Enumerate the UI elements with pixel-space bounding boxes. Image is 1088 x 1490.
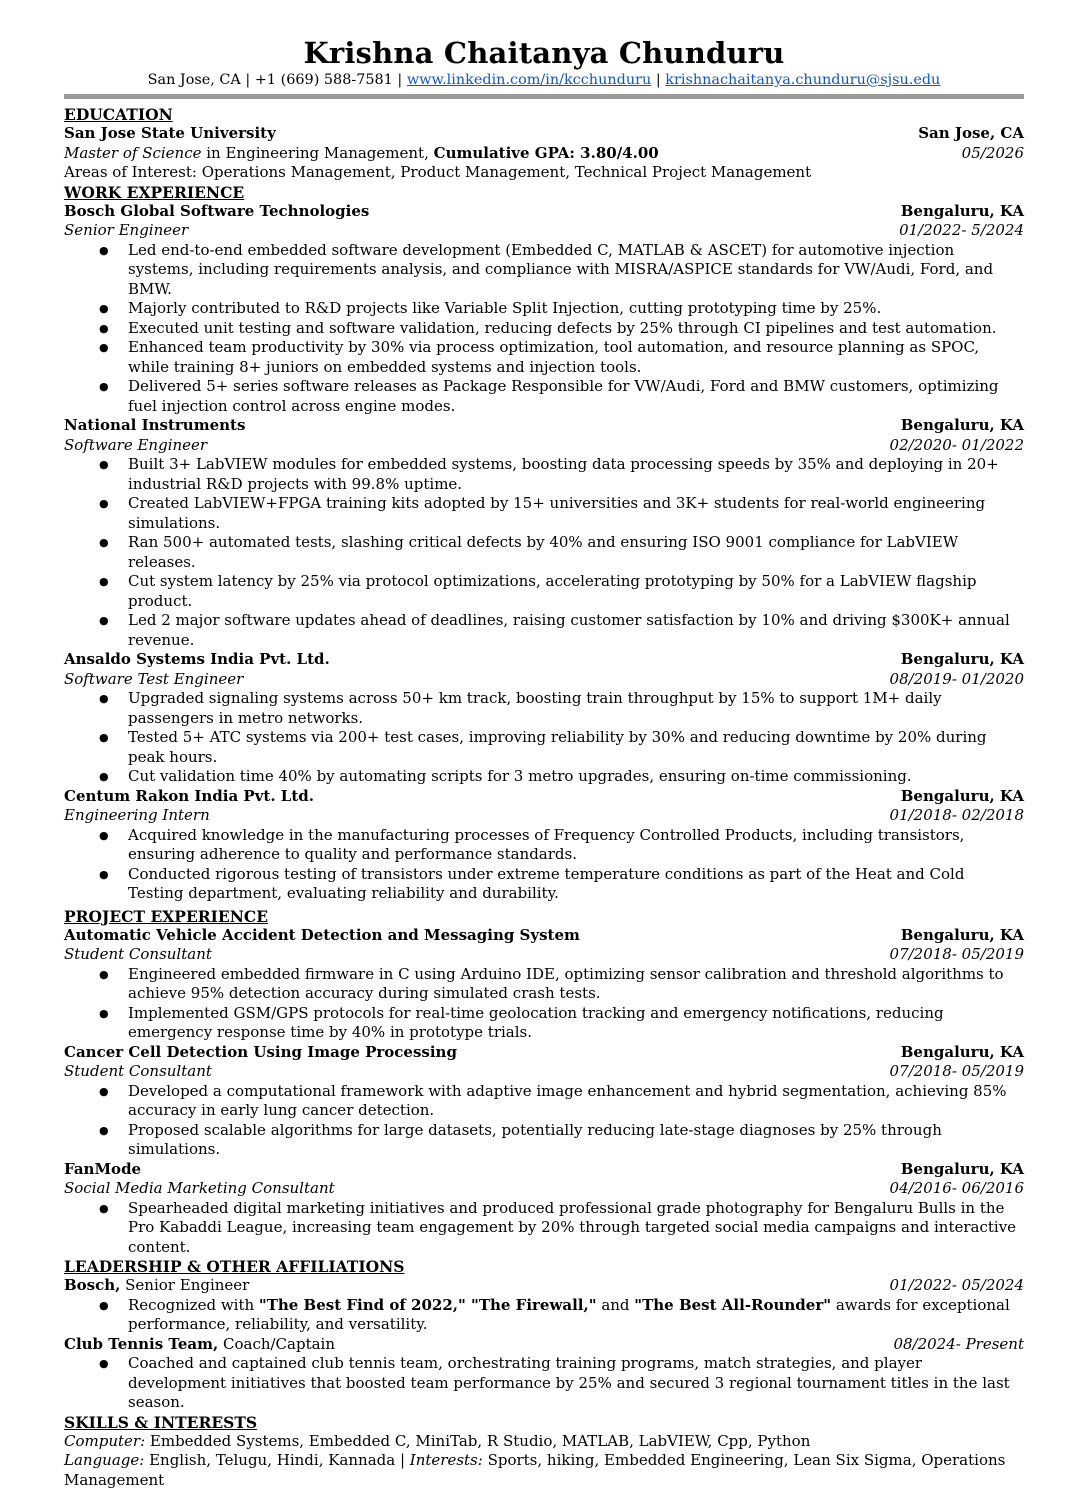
award-name: "The Best Find of 2022,": [259, 1296, 466, 1314]
award-name: "The Best All-Rounder": [634, 1296, 831, 1314]
skill-values: English, Telugu, Hindi, Kannada |: [144, 1451, 409, 1469]
degree-type: Master of Science: [64, 144, 201, 162]
bullet-item: ● Engineered embedded firmware in C using Arduino IDE, optimizing sensor calibration and threshold algorithms to achieve 95% detection accuracy during simulated crash tests.: [64, 965, 1024, 1004]
bullet-item: ● Conducted rigorous testing of transistors under extreme temperature conditions as part of the Heat and Cold Testing department, evaluating reliability and durability.: [64, 865, 1024, 904]
org-name: Club Tennis Team,: [64, 1335, 218, 1353]
entry-role-row: [64, 670, 1024, 690]
entry-date: 08/2024- Present: [893, 1335, 1024, 1355]
skill-values: Sports, hiking, Embedded Engineering, Lean Six Sigma, Operations Management: [64, 1451, 1005, 1489]
bullet-list: [64, 1354, 1024, 1413]
entry-name: Cancer Cell Detection Using Image Processing: [64, 1043, 457, 1063]
bullet-list: [64, 1199, 1024, 1258]
entry-name: Bosch Global Software Technologies: [64, 202, 369, 222]
separator: |: [651, 72, 665, 88]
resume-page: [64, 36, 1024, 1490]
bullet-item: ● Majorly contributed to R&D projects like Variable Split Injection, cutting prototyping time by 25%.: [64, 299, 1024, 319]
entry-header: [64, 787, 1024, 807]
entry-role: Student Consultant: [64, 945, 212, 965]
entry-role: Software Engineer: [64, 436, 207, 456]
bullet-item: ● Built 3+ LabVIEW modules for embedded systems, boosting data processing speeds by 35% and deploying in 20+ industrial R&D projects with 99.8% uptime.: [64, 455, 1024, 494]
entry-header: [64, 202, 1024, 222]
email-link[interactable]: krishnachaitanya.chunduru@sjsu.edu: [665, 72, 940, 88]
entry-name: Centum Rakon India Pvt. Ltd.: [64, 787, 314, 807]
work-list: [64, 202, 1024, 904]
bullet-item: ● Led end-to-end embedded software development (Embedded C, MATLAB & ASCET) for automotive injection systems, including requirements analysis, and compliance with MISRA/ASPICE standards for VW/Audi, Ford, and BMW.: [64, 241, 1024, 300]
entry-header: [64, 1160, 1024, 1180]
section-title: WORK EXPERIENCE: [64, 183, 1024, 202]
entry-location: Bengaluru, KA: [901, 416, 1024, 436]
bullet-item: ● Executed unit testing and software validation, reducing defects by 25% through CI pipelines and test automation.: [64, 319, 1024, 339]
header-divider: [64, 94, 1024, 99]
entry-header: [64, 416, 1024, 436]
section-title: PROJECT EXPERIENCE: [64, 907, 1024, 926]
bullet-item: ● Ran 500+ automated tests, slashing critical defects by 40% and ensuring ISO 9001 compliance for LabVIEW releases.: [64, 533, 1024, 572]
contact-line: [64, 70, 1024, 90]
entry-date: 08/2019- 01/2020: [890, 670, 1024, 690]
bullet-list: [64, 965, 1024, 1043]
entry-role-row: [64, 806, 1024, 826]
leadership-entry-header: [64, 1335, 1024, 1355]
language-interests: [64, 1451, 1024, 1490]
entry-location: Bengaluru, KA: [901, 202, 1024, 222]
bullet-item: ● Upgraded signaling systems across 50+ km track, boosting train throughput by 15% to support 1M+ daily passengers in metro networks.: [64, 689, 1024, 728]
skill-values: Embedded Systems, Embedded C, MiniTab, R Studio, MATLAB, LabVIEW, Cpp, Python: [145, 1432, 810, 1450]
leadership-entry-header: [64, 1276, 1024, 1296]
degree-field: in Engineering Management,: [201, 144, 433, 162]
entry-date: 02/2020- 01/2022: [890, 436, 1024, 456]
entry-name: Ansaldo Systems India Pvt. Ltd.: [64, 650, 330, 670]
entry-role-row: [64, 1179, 1024, 1199]
bullet-item: ● Coached and captained club tennis team, orchestrating training programs, match strategies, and player development initiatives that boosted team performance by 25% and secured 3 regional tournament titles in the last season.: [64, 1354, 1024, 1413]
entry-date: 04/2016- 06/2016: [890, 1179, 1024, 1199]
separator: |: [241, 72, 255, 88]
entry-header: [64, 926, 1024, 946]
entry-location: Bengaluru, KA: [901, 1043, 1024, 1063]
bullet-item: ● Tested 5+ ATC systems via 200+ test cases, improving reliability by 30% and reducing downtime by 20% during peak hours.: [64, 728, 1024, 767]
bullet-item: ● Recognized with "The Best Find of 2022," "The Firewall," and "The Best All-Rounder" awards for exceptional performance, reliability, and versatility.: [64, 1296, 1024, 1335]
entry-date: 07/2018- 05/2019: [890, 945, 1024, 965]
entry-role-row: [64, 1062, 1024, 1082]
entry-role-row: [64, 945, 1024, 965]
entry-location: Bengaluru, KA: [901, 650, 1024, 670]
bullet-item: ● Cut system latency by 25% via protocol optimizations, accelerating prototyping by 50% for a LabVIEW flagship product.: [64, 572, 1024, 611]
section-title: EDUCATION: [64, 105, 1024, 124]
bullet-list: [64, 826, 1024, 904]
bullet-list: [64, 1082, 1024, 1160]
projects-section: [64, 907, 1024, 1258]
entry-header: [64, 1043, 1024, 1063]
bullet-item: ● Acquired knowledge in the manufacturing processes of Frequency Controlled Products, including transistors, ensuring adherence to quality and performance standards.: [64, 826, 1024, 865]
entry-name: Automatic Vehicle Accident Detection and Messaging System: [64, 926, 580, 946]
separator: |: [393, 72, 407, 88]
gpa: Cumulative GPA: 3.80/4.00: [434, 144, 659, 162]
candidate-name: Krishna Chaitanya Chunduru: [64, 36, 1024, 70]
location: San Jose, CA: [148, 72, 241, 88]
leadership-section: [64, 1257, 1024, 1413]
school-location: San Jose, CA: [918, 124, 1024, 144]
project-list: [64, 926, 1024, 1258]
bullet-item: ● Led 2 major software updates ahead of deadlines, raising customer satisfaction by 10% and driving $300K+ annual revenue.: [64, 611, 1024, 650]
skills-section: [64, 1413, 1024, 1490]
areas-of-interest: Areas of Interest: Operations Management, Product Management, Technical Project Management: [64, 163, 1024, 183]
bullet-item: ● Implemented GSM/GPS protocols for real-time geolocation tracking and emergency notifications, reducing emergency response time by 40% in prototype trials.: [64, 1004, 1024, 1043]
org-name: Bosch,: [64, 1276, 120, 1294]
bullet-item: ● Spearheaded digital marketing initiatives and produced professional grade photography for Bengaluru Bulls in the Pro Kabaddi League, increasing team engagement by 20% through targeted social media campaigns and interactive content.: [64, 1199, 1024, 1258]
entry-role: Software Test Engineer: [64, 670, 243, 690]
graduation-date: 05/2026: [962, 144, 1024, 164]
education-section: [64, 105, 1024, 183]
org-role: Senior Engineer: [120, 1276, 249, 1294]
education-school-row: [64, 124, 1024, 144]
entry-role-row: [64, 221, 1024, 241]
skill-label: Language:: [64, 1451, 144, 1469]
section-title: SKILLS & INTERESTS: [64, 1413, 1024, 1432]
skill-label: Computer:: [64, 1432, 145, 1450]
org-role: Coach/Captain: [218, 1335, 335, 1353]
award-name: "The Firewall,": [466, 1296, 597, 1314]
bullet-item: ● Delivered 5+ series software releases as Package Responsible for VW/Audi, Ford and BMW customers, optimizing fuel injection control across engine modes.: [64, 377, 1024, 416]
entry-role: Social Media Marketing Consultant: [64, 1179, 335, 1199]
entry-location: Bengaluru, KA: [901, 926, 1024, 946]
entry-date: 01/2022- 05/2024: [890, 1276, 1024, 1296]
bullet-item: ● Proposed scalable algorithms for large datasets, potentially reducing late-stage diagnoses by 25% through simulations.: [64, 1121, 1024, 1160]
computer-skills: [64, 1432, 1024, 1452]
entry-role-row: [64, 436, 1024, 456]
entry-date: 07/2018- 05/2019: [890, 1062, 1024, 1082]
entry-date: 01/2018- 02/2018: [890, 806, 1024, 826]
bullet-list: [64, 455, 1024, 650]
bullet-list: [64, 689, 1024, 787]
school-name: San Jose State University: [64, 124, 276, 144]
bullet-item: ● Created LabVIEW+FPGA training kits adopted by 15+ universities and 3K+ students for real-world engineering simulations.: [64, 494, 1024, 533]
entry-date: 01/2022- 5/2024: [899, 221, 1024, 241]
bullet-list: [64, 1296, 1024, 1335]
entry-role: Student Consultant: [64, 1062, 212, 1082]
entry-name: National Instruments: [64, 416, 245, 436]
entry-role: Engineering Intern: [64, 806, 210, 826]
entry-location: Bengaluru, KA: [901, 787, 1024, 807]
entry-location: Bengaluru, KA: [901, 1160, 1024, 1180]
section-title: LEADERSHIP & OTHER AFFILIATIONS: [64, 1257, 1024, 1276]
entry-name: FanMode: [64, 1160, 141, 1180]
skill-label: Interests:: [410, 1451, 483, 1469]
work-section: [64, 183, 1024, 904]
phone: +1 (669) 588-7581: [255, 72, 393, 88]
linkedin-link[interactable]: www.linkedin.com/in/kcchunduru: [407, 72, 651, 88]
bullet-item: ● Developed a computational framework with adaptive image enhancement and hybrid segmentation, achieving 85% accuracy in early lung cancer detection.: [64, 1082, 1024, 1121]
bullet-list: [64, 241, 1024, 417]
entry-role: Senior Engineer: [64, 221, 188, 241]
bullet-item: ● Enhanced team productivity by 30% via process optimization, tool automation, and resource planning as SPOC, while training 8+ juniors on embedded systems and injection tools.: [64, 338, 1024, 377]
education-degree-row: [64, 144, 1024, 164]
entry-header: [64, 650, 1024, 670]
bullet-item: ● Cut validation time 40% by automating scripts for 3 metro upgrades, ensuring on-time commissioning.: [64, 767, 1024, 787]
degree: [64, 144, 659, 164]
